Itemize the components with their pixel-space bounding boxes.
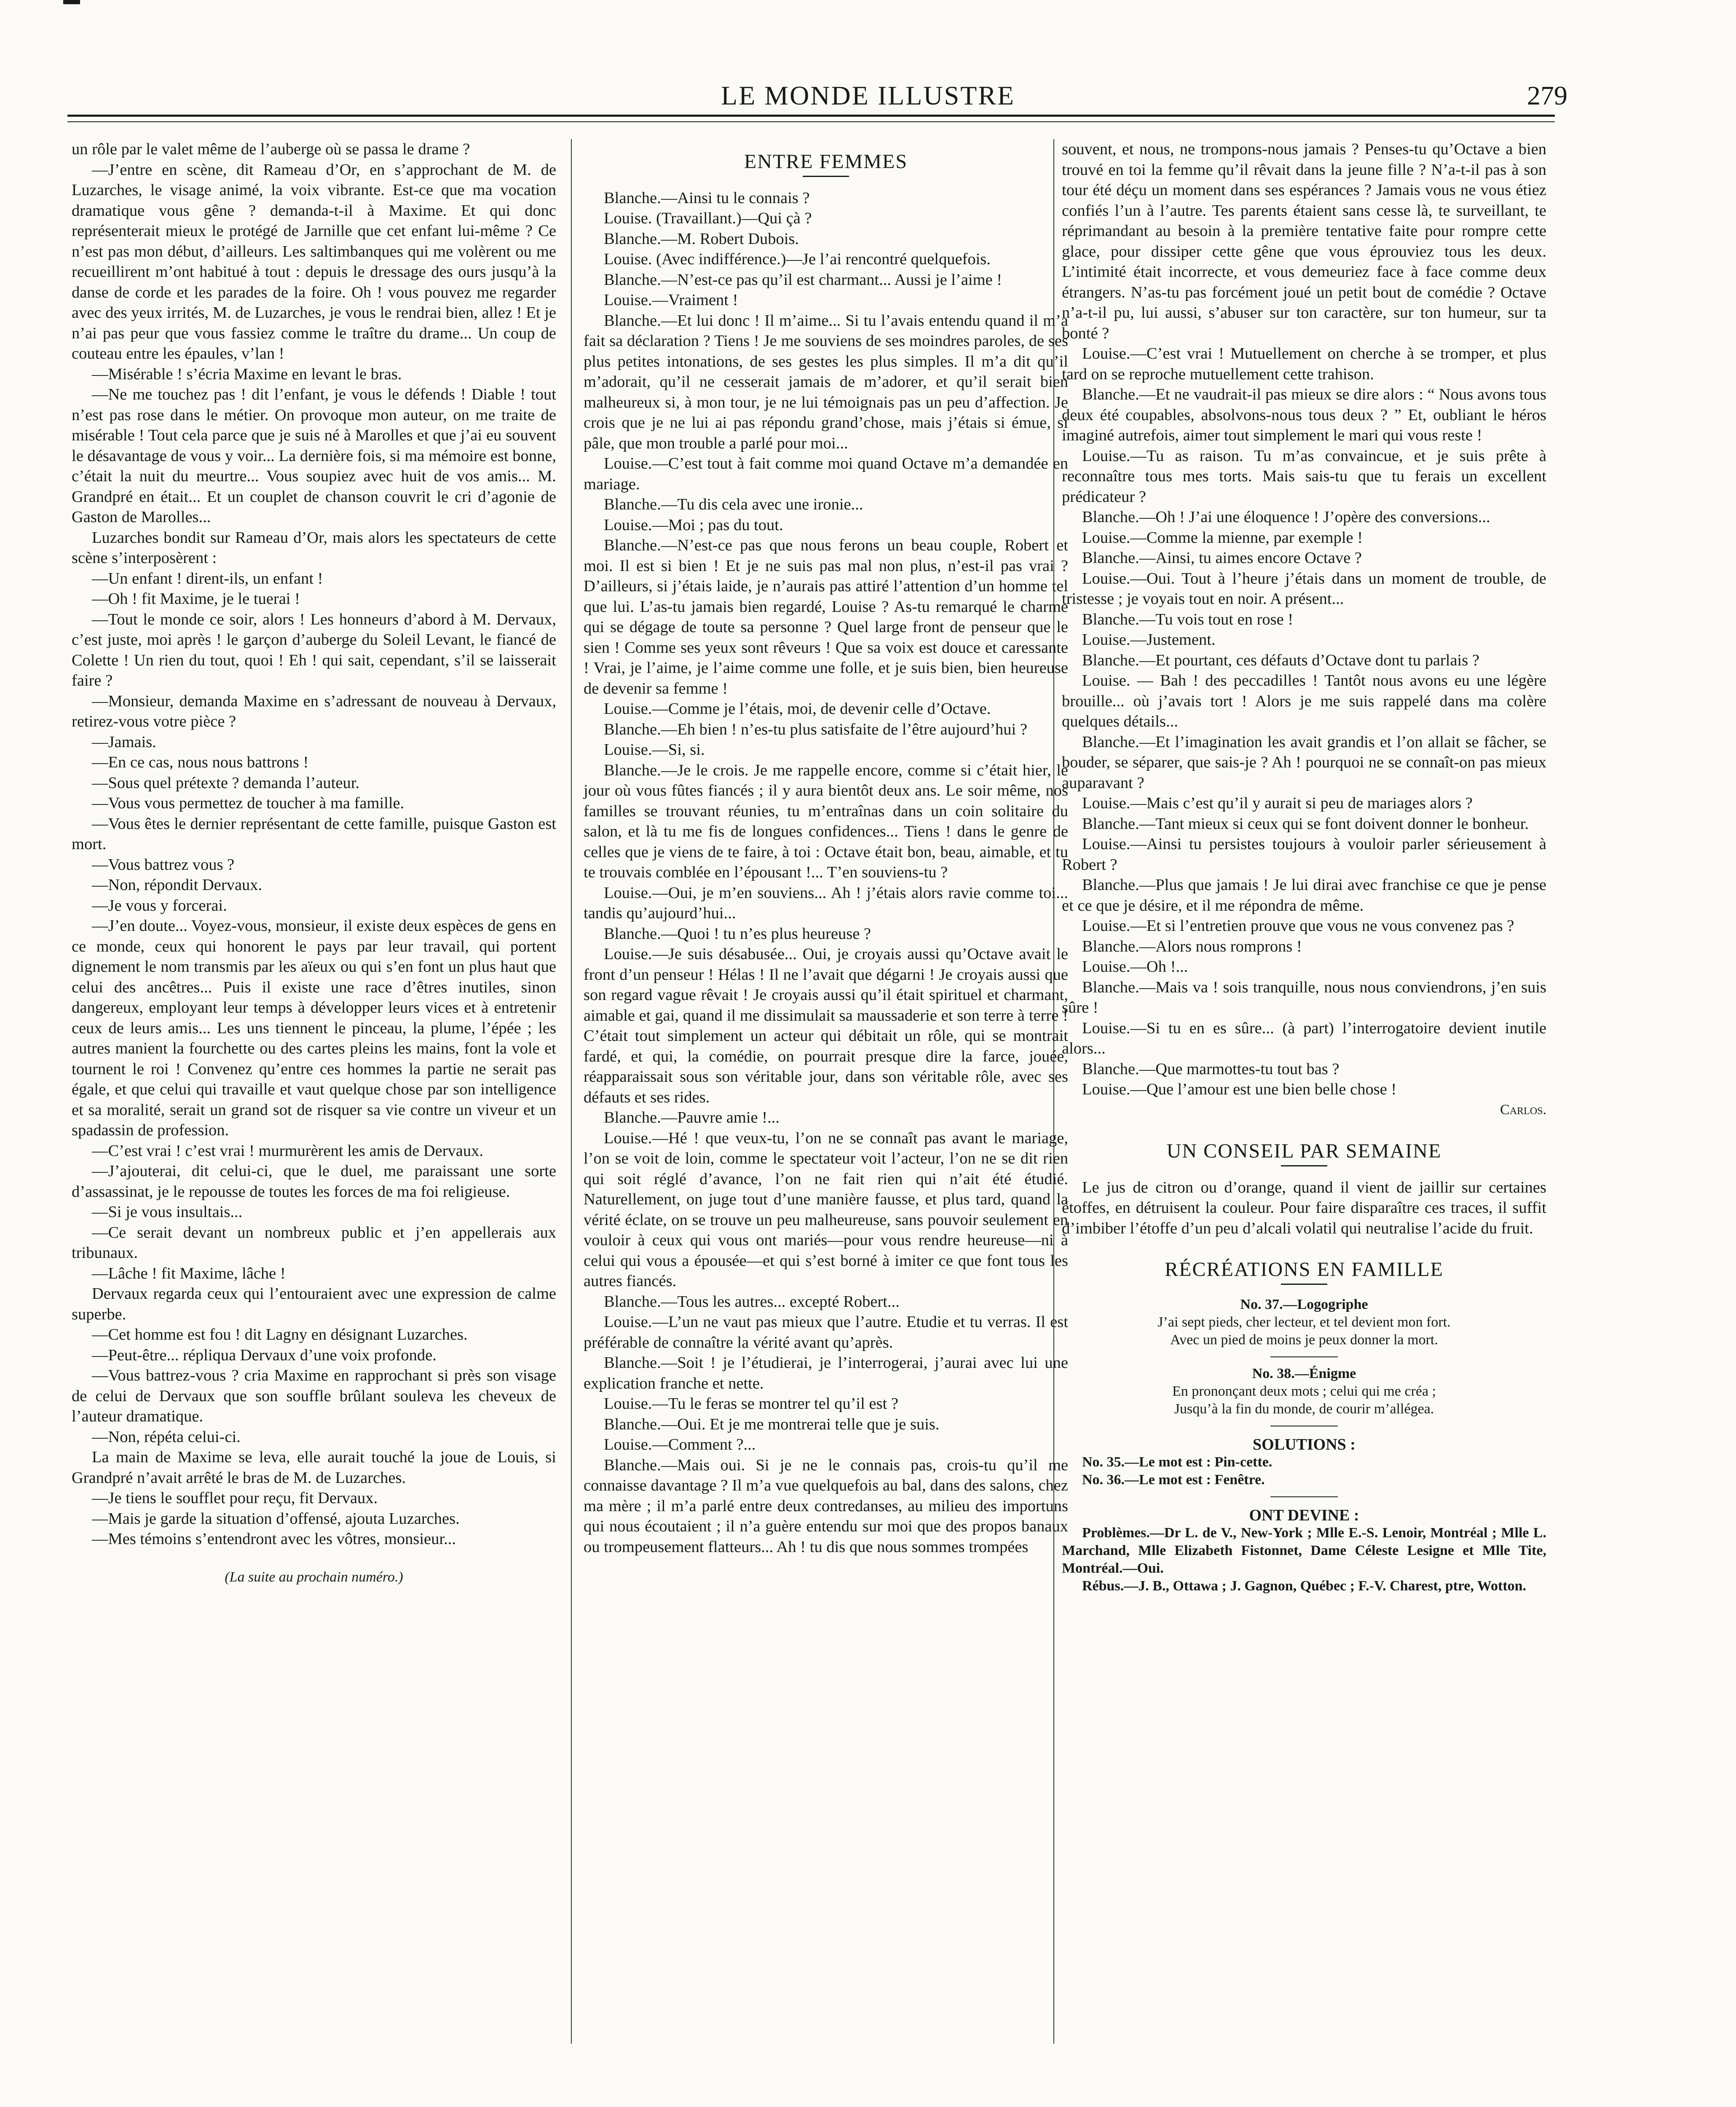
paragraph: Luzarches bondit sur Rameau d’Or, mais alors les spectateurs de cette scène s’interposèrent : — [72, 528, 556, 567]
section-title: ENTRE FEMMES — [744, 150, 908, 173]
recreations-title: RÉCRÉATIONS EN FAMILLE — [1165, 1258, 1444, 1281]
paragraph: —Cet homme est fou ! dit Lagny en désignant Luzarches. — [92, 1326, 468, 1343]
paragraph: Louise.—Mais c’est qu’il y aurait si peu de mariages alors ? — [1082, 794, 1473, 812]
conseil-text: Le jus de citron ou d’orange, quand il vient de jaillir sur certaines étoffes, en détruisent la couleur. Pour faire disparaître ces traces, il suffit d’imbiber l’étoffe d’un peu d’alcali volatil qui neutralise l’acide du fruit. — [1062, 1178, 1546, 1237]
paragraph: —Monsieur, demanda Maxime en s’adressant de nouveau à Dervaux, retirez-vous votre pièce ? — [72, 692, 556, 730]
paragraph: —Si je vous insultais... — [92, 1203, 243, 1221]
header-rule-thin — [67, 121, 1555, 122]
paragraph: —Tout le monde ce soir, alors ! Les honneurs d’abord à M. Dervaux, c’est juste, moi après ! le garçon d’auberge du Soleil Levant, le fiancé de Colette ! Un rien du tout, quoi ! Eh ! qui sait, cependant, s’il se laisserait faire ? — [72, 610, 556, 689]
paragraph: Blanche.—Et ne vaudrait-il pas mieux se dire alors : “ Nous avons tous deux été coupables, absolvons-nous tous deux ? ” Et, oubliant le héros imaginé autrefois, aimer tout simplement le mari qui vous reste ! — [1062, 386, 1546, 444]
column-divider — [571, 139, 572, 2044]
paragraph: Louise. — Bah ! des peccadilles ! Tantôt nous avons eu une légère brouille... où j’avais tort ! Alors je me suis rappelé dans ma colère quelques détails... — [1062, 672, 1546, 730]
solution-item: No. 35.—Le mot est : Pin-cette. — [1082, 1454, 1273, 1470]
paragraph: —Non, répéta celui-ci. — [92, 1428, 241, 1446]
paragraph: Louise.—Tu as raison. Tu m’as convaincue, et je suis prête à reconnaître tous mes torts. Mais sais-tu que tu ferais un excellent prédicateur ? — [1062, 447, 1546, 506]
paragraph: —Mais je garde la situation d’offensé, ajouta Luzarches. — [92, 1509, 460, 1528]
puzzle-38-heading: No. 38.—Énigme — [1252, 1365, 1356, 1381]
paragraph: Louise.—Tu le feras se montrer tel qu’il est ? — [604, 1395, 898, 1413]
paragraph: Blanche.—Tous les autres... excepté Robert... — [604, 1292, 900, 1311]
paragraph: Louise.—Que l’amour est une bien belle chose ! — [1082, 1080, 1397, 1098]
paragraph: —En ce cas, nous nous battrons ! — [92, 753, 309, 771]
paragraph: Louise.—Si tu en es sûre... (à part) l’interrogatoire devient inutile alors... — [1062, 1019, 1546, 1057]
paragraph: —Vous vous permettez de toucher à ma famille. — [92, 794, 405, 812]
page-number: 279 — [1527, 80, 1567, 110]
paragraph: —Vous êtes le dernier représentant de cette famille, puisque Gaston est mort. — [72, 815, 556, 853]
separator — [1270, 1496, 1338, 1497]
paragraph: —C’est vrai ! c’est vrai ! murmurèrent les amis de Dervaux. — [92, 1142, 484, 1160]
paragraph: —Non, répondit Dervaux. — [92, 876, 263, 894]
paragraph: —Lâche ! fit Maxime, lâche ! — [92, 1264, 286, 1282]
paragraph: Louise.—Justement. — [1082, 631, 1216, 649]
paragraph: —Jamais. — [92, 733, 156, 751]
paragraph: —Peut-être... répliqua Dervaux d’une voix profonde. — [92, 1346, 437, 1364]
header-rule — [67, 115, 1555, 117]
title-dash — [1281, 1165, 1327, 1166]
paragraph: Louise. (Avec indifférence.)—Je l’ai rencontré quelquefois. — [604, 250, 991, 268]
paragraph: —J’en doute... Voyez-vous, monsieur, il existe deux espèces de gens en ce monde, ceux qui honorent le pays par leur travail, qui portent dignement le nom transmis par les aïeux ou qui s’en font un plus haut que celui des ancêtres... Puis il existe une race d’êtres inutiles, sinon dangereux, employant leur temps à développer leurs vices et à entretenir ceux de leurs amis... Les uns tiennent le pinceau, la plume, l’épée ; les autres manient la fourchette ou des cartes pleins les mains, font la vole et tournent le roi ! Convenez qu’entre ces hommes la partie ne serait pas égale, et que celui qui travaille et vaut quelque chose par son intelligence et sa moralité, serait un grand sot de risquer sa vie contre un viveur et un spadassin de profession. — [72, 917, 556, 1139]
puzzle-37-heading: No. 37.—Logogriphe — [1240, 1296, 1368, 1312]
paragraph: Blanche.—N’est-ce pas que nous ferons un beau couple, Robert et moi. Il est si bien ! Et je ne suis pas mal non plus, n’est-il pas vrai ? D’ailleurs, si j’étais laide, je n’aurais pas attiré l’attention d’un homme tel que lui. L’as-tu jamais bien regardé, Louise ? As-tu remarqué le charme qui se dégage de toute sa personne ? Quel large front de penseur que le sien ! Comme ses yeux sont rêveurs ! Que sa voix est douce et caressante ! Vrai, je l’aime, je l’aime comme une folle, et je suis bien, bien heureuse de devenir sa femme ! — [584, 536, 1068, 697]
continuation-note: (La suite au prochain numéro.) — [225, 1569, 403, 1585]
paragraph: Louise.—Oui, je m’en souviens... Ah ! j’étais alors ravie comme toi... tandis qu’aujourd’hui... — [584, 884, 1068, 922]
paragraph: Blanche.—Mais oui. Si je ne le connais pas, crois-tu qu’il me connaisse davantage ? Il m’a vue quelquefois au bal, dans des salons, chez ma mère ; il m’a parlé entre deux contredanses, au milieu des importuns qui nous écoutaient ; il n’a guère entendu sur moi que des propos banaux ou trompeusement flatteurs... Ah ! tu dis que nous sommes trompées — [584, 1456, 1068, 1556]
paragraph: La main de Maxime se leva, elle aurait touché la joue de Louis, si Grandpré n’avait arrêté le bras de M. de Luzarches. — [72, 1448, 556, 1487]
puzzle-37-line: J’ai sept pieds, cher lecteur, et tel devient mon fort. — [1157, 1314, 1451, 1330]
paragraph: Blanche.—Mais va ! sois tranquille, nous nous conviendrons, j’en suis sûre ! — [1062, 978, 1546, 1016]
paragraph: Blanche.—Oh ! J’ai une éloquence ! J’opère des conversions... — [1082, 508, 1490, 526]
paragraph: Blanche.—Ainsi tu le connais ? — [604, 189, 810, 207]
puzzle-37-line: Avec un pied de moins je peux donner la mort. — [1170, 1332, 1438, 1348]
paragraph: Blanche.—Plus que jamais ! Je lui dirai avec franchise ce que je pense et ce que je désire, et il me répondra de même. — [1062, 876, 1546, 914]
paragraph: Louise.—Vraiment ! — [604, 291, 738, 309]
paragraph: —Vous battrez vous ? — [92, 855, 235, 874]
paragraph: Louise.—C’est tout à fait comme moi quand Octave m’a demandée en mariage. — [584, 455, 1068, 493]
paragraph: Louise.—Comme la mienne, par exemple ! — [1082, 528, 1363, 547]
paragraph: Louise.—Je suis désabusée... Oui, je croyais aussi qu’Octave avait le front d’un penseur ! Hélas ! Il ne l’avait que dégarni ! Je croyais aussi que son regard vague rêvait ! Je croyais aussi qu’il était spirituel et charmant, aimable et gai, quand il me dissimulait sa maussaderie et son terre à terre ! C’était tout simplement un acteur qui débitait un rôle, qui se montrait fardé, et qui, la comédie, on pourrait presque dire la farce, jouée, réapparaissait sous son véritable jour, dans son véritable rôle, avec ses défauts et ses rides. — [584, 945, 1068, 1106]
paragraph: Louise. (Travaillant.)—Qui çà ? — [604, 209, 812, 227]
paragraph: Blanche.—Eh bien ! n’es-tu plus satisfaite de l’être aujourd’hui ? — [604, 720, 1027, 738]
paragraph: Louise.—Oh !... — [1082, 958, 1188, 976]
paragraph: —Je tiens le soufflet pour reçu, fit Dervaux. — [92, 1489, 378, 1507]
dialogue-body — [584, 188, 1068, 1557]
ont-devine-rebus: Rébus.—J. B., Ottawa ; J. Gagnon, Québec ; F.-V. Charest, ptre, Wotton. — [1082, 1578, 1527, 1594]
paragraph: Blanche.—Oui. Et je me montrerai telle que je suis. — [604, 1415, 940, 1433]
ont-devine-title: ONT DEVINE : — [1249, 1506, 1359, 1524]
paragraph: —Ce serait devant un nombreux public et j’en appellerais aux tribunaux. — [72, 1223, 556, 1262]
solution-item: No. 36.—Le mot est : Fenêtre. — [1082, 1472, 1265, 1488]
journal-title: LE MONDE ILLUSTRE — [721, 80, 1015, 110]
paragraph: Louise.—Comme je l’étais, moi, de devenir celle d’Octave. — [604, 700, 991, 718]
paragraph: Louise.—Hé ! que veux-tu, l’on ne se connaît pas avant le mariage, l’on se voit de loin, comme le spectateur voit l’acteur, l’on ne se dit rien qui soit réglé d’avance, l’on ne fait rien qui n’ait été étudié. Naturellement, on juge tout d’une manière fausse, et plus tard, quand la vérité éclate, on se trouve un peu malheureuse, sans pouvoir seulement en vouloir à ceux qui vous ont mariés—pour vous rendre heureuse—ni à celui qui vous a épousée—et qui s’est borné à imiter ce que font tous les autres fiancés. — [584, 1129, 1068, 1290]
puzzle-38-line: En prononçant deux mots ; celui qui me créa ; — [1172, 1383, 1436, 1399]
paragraph: Blanche.—Tant mieux si ceux qui se font doivent donner le bonheur. — [1082, 815, 1529, 833]
paragraph: —J’ajouterai, dit celui-ci, que le duel, me paraissant une sorte d’assassinat, je le repousse de toutes les forces de ma foi religieuse. — [72, 1162, 556, 1201]
paragraph: Louise.—Oui. Tout à l’heure j’étais dans un moment de trouble, de tristesse ; je voyais tout en noir. A présent... — [1062, 569, 1546, 608]
paragraph: —Ne me touchez pas ! dit l’enfant, je vous le défends ! Diable ! tout n’est pas rose dans le métier. On provoque mon auteur, on me traite de misérable ! Tout cela parce que je suis né à Marolles et que j’ai eu souvent le désavantage de vous y voir... La dernière fois, si ma mémoire est bonne, c’était la nuit du meurtre... Vous soupiez avec huit de vos amis... M. Grandpré en était... Et un couplet de chanson couvrit le cri d’agonie de Gaston de Marolles... — [72, 386, 556, 526]
paragraph: Blanche.—Alors nous romprons ! — [1082, 937, 1302, 955]
author-signature: Carlos. — [1500, 1102, 1546, 1118]
column-feuilleton — [72, 139, 556, 1587]
paragraph: —Un enfant ! dirent-ils, un enfant ! — [92, 569, 323, 587]
paragraph: —Mes témoins s’entendront avec les vôtres, monsieur... — [92, 1530, 456, 1548]
conseil-title: UN CONSEIL PAR SEMAINE — [1166, 1140, 1442, 1162]
paragraph: Louise.—Ainsi tu persistes toujours à vouloir parler sérieusement à Robert ? — [1062, 835, 1546, 874]
paragraph: Louise.—C’est vrai ! Mutuellement on cherche à se tromper, et plus tard on se reproche mutuellement cette trahison. — [1062, 345, 1546, 383]
paragraph: —Misérable ! s’écria Maxime en levant le bras. — [92, 365, 402, 383]
paragraph: Louise.—Moi ; pas du tout. — [604, 516, 783, 534]
paragraph: Blanche.—Ainsi, tu aimes encore Octave ? — [1082, 549, 1362, 567]
paragraph: Blanche.—Je le crois. Je me rappelle encore, comme si c’était hier, le jour où vous fûtes fiancés ; il y aura bientôt deux ans. Le soir même, nos familles se trouvant réunies, tu m’entraînas dans un coin solitaire du salon, et là tu me fis de longues confidences... Tiens ! dans le genre de celles que je viens de te faire, à toi : Octave était bon, beau, aimable, et tu te trouvais comblée en l’épousant !... T’en souviens-tu ? — [584, 761, 1068, 881]
paragraph: un rôle par le valet même de l’auberge où se passa le drame ? — [72, 140, 470, 158]
title-dash — [803, 176, 849, 177]
print-mark — [63, 0, 80, 4]
paragraph: —Sous quel prétexte ? demanda l’auteur. — [92, 774, 360, 792]
column-right — [1062, 139, 1546, 1595]
paragraph: Louise.—L’un ne vaut pas mieux que l’autre. Etudie et tu verras. Il est préférable de connaître la vérité avant qu’après. — [584, 1313, 1068, 1351]
paragraph: Blanche.—N’est-ce pas qu’il est charmant... Aussi je l’aime ! — [604, 271, 1002, 289]
paragraph: —Vous battrez-vous ? cria Maxime en rapprochant si près son visage de celui de Dervaux que son souffle brûlant souleva les cheveux de l’auteur dramatique. — [72, 1367, 556, 1425]
paragraph: Dervaux regarda ceux qui l’entouraient avec une expression de calme superbe. — [72, 1285, 556, 1323]
puzzle-38-line: Jusqu’à la fin du monde, de courir m’allégea. — [1174, 1401, 1434, 1417]
paragraph: Blanche.—Et lui donc ! Il m’aime... Si tu l’avais entendu quand il m’a fait sa déclaration ? Tiens ! Je me souviens de ses moindres paroles, de ses plus petites intonations, de ses gestes les plus simples. Il m’a dit qu’il m’adorait, qu’il ne cesserait jamais de m’adorer, et qu’il serait bien malheureux si, à mon tour, je ne lui témoignais pas un peu d’affection. Je crois que je ne lui ai pas répondu grand’chose, mais j’étais si émue, si pâle, que mon trouble a parlé pour moi... — [584, 311, 1068, 452]
column-entre-femmes — [584, 147, 1068, 1557]
paragraph: —J’entre en scène, dit Rameau d’Or, en s’approchant de M. de Luzarches, le visage animé, la voix vibrante. Est-ce que ma vocation dramatique vous gêne ? demanda-t-il à Maxime. Et qui donc représenterait mieux le protégé de Jarnille que cet enfant lui-même ? Ce n’est pas mon début, d’ailleurs. Les saltimbanques qui me volèrent ou me recueillirent m’ont habitué à tout : depuis le dressage des ours jusqu’à la danse de corde et les parades de la foire. Oh ! vous pouvez me regarder avec des yeux irrités, M. de Luzarches, je vous le rendrai bien, allez ! Et je n’ai pas peur que vous fassiez comme le traître du drame... Un coup de couteau entre les épaules, v’lan ! — [72, 161, 556, 362]
paragraph: Blanche.—Que marmottes-tu tout bas ? — [1082, 1060, 1340, 1078]
paragraph: Blanche.—Et pourtant, ces défauts d’Octave dont tu parlais ? — [1082, 651, 1479, 669]
paragraph: Blanche.—Tu vois tout en rose ! — [1082, 610, 1294, 628]
paragraph: Louise.—Et si l’entretien prouve que vous ne vous convenez pas ? — [1082, 917, 1514, 935]
separator — [1270, 1356, 1338, 1357]
paragraph: Blanche.—Et l’imagination les avait grandis et l’on allait se fâcher, se bouder, se séparer, que sais-je ? Ah ! pourquoi ne se connaît-on pas mieux auparavant ? — [1062, 733, 1546, 792]
paragraph: Blanche.—Quoi ! tu n’es plus heureuse ? — [604, 925, 871, 943]
ont-devine-problemes: Problèmes.—Dr L. de V., New-York ; Mlle E.-S. Lenoir, Montréal ; Mlle L. Marchand, Mlle Elizabeth Fistonnet, Dame Céleste Lesigne et Mlle Tite, Montréal.—Oui. — [1062, 1525, 1546, 1576]
solutions-title: SOLUTIONS : — [1253, 1435, 1356, 1453]
paragraph: Blanche.—Pauvre amie !... — [604, 1109, 780, 1126]
paragraph: —Oh ! fit Maxime, je le tuerai ! — [92, 590, 300, 608]
title-dash — [1281, 1284, 1327, 1285]
paragraph: Blanche.—Tu dis cela avec une ironie... — [604, 496, 863, 513]
paragraph: souvent, et nous, ne trompons-nous jamais ? Penses-tu qu’Octave a bien trouvé en toi la femme qu’il rêvait dans la jeune fille ? N’a-t-il pas à son tour été déçu un moment dans ses espérances ? Jamais vous ne vous étiez confiés l’un à l’autre. Tes parents étaient sans cesse là, te surveillant, te réprimandant au besoin à la première tentative faite pour rompre cette glace, pour dissiper cette gêne que vous éprouviez tous les deux. L’intimité était incorrecte, et vous demeuriez face à face comme deux étrangers. N’as-tu pas forcément joué un petit bout de comédie ? Octave n’a-t-il pu, lui aussi, s’abuser sur ton caractère, sur ton humeur, sur ta bonté ? — [1062, 140, 1546, 342]
dialogue-continuation — [1062, 139, 1546, 1100]
paragraph: Blanche.—Soit ! je l’étudierai, je l’interrogerai, j’aurai avec lui une explication franche et nette. — [584, 1354, 1068, 1392]
paragraph: Louise.—Si, si. — [604, 741, 705, 759]
paragraph: —Je vous y forcerai. — [92, 896, 227, 914]
paragraph: Blanche.—M. Robert Dubois. — [604, 230, 799, 248]
paragraph: Louise.—Comment ?... — [604, 1436, 756, 1453]
